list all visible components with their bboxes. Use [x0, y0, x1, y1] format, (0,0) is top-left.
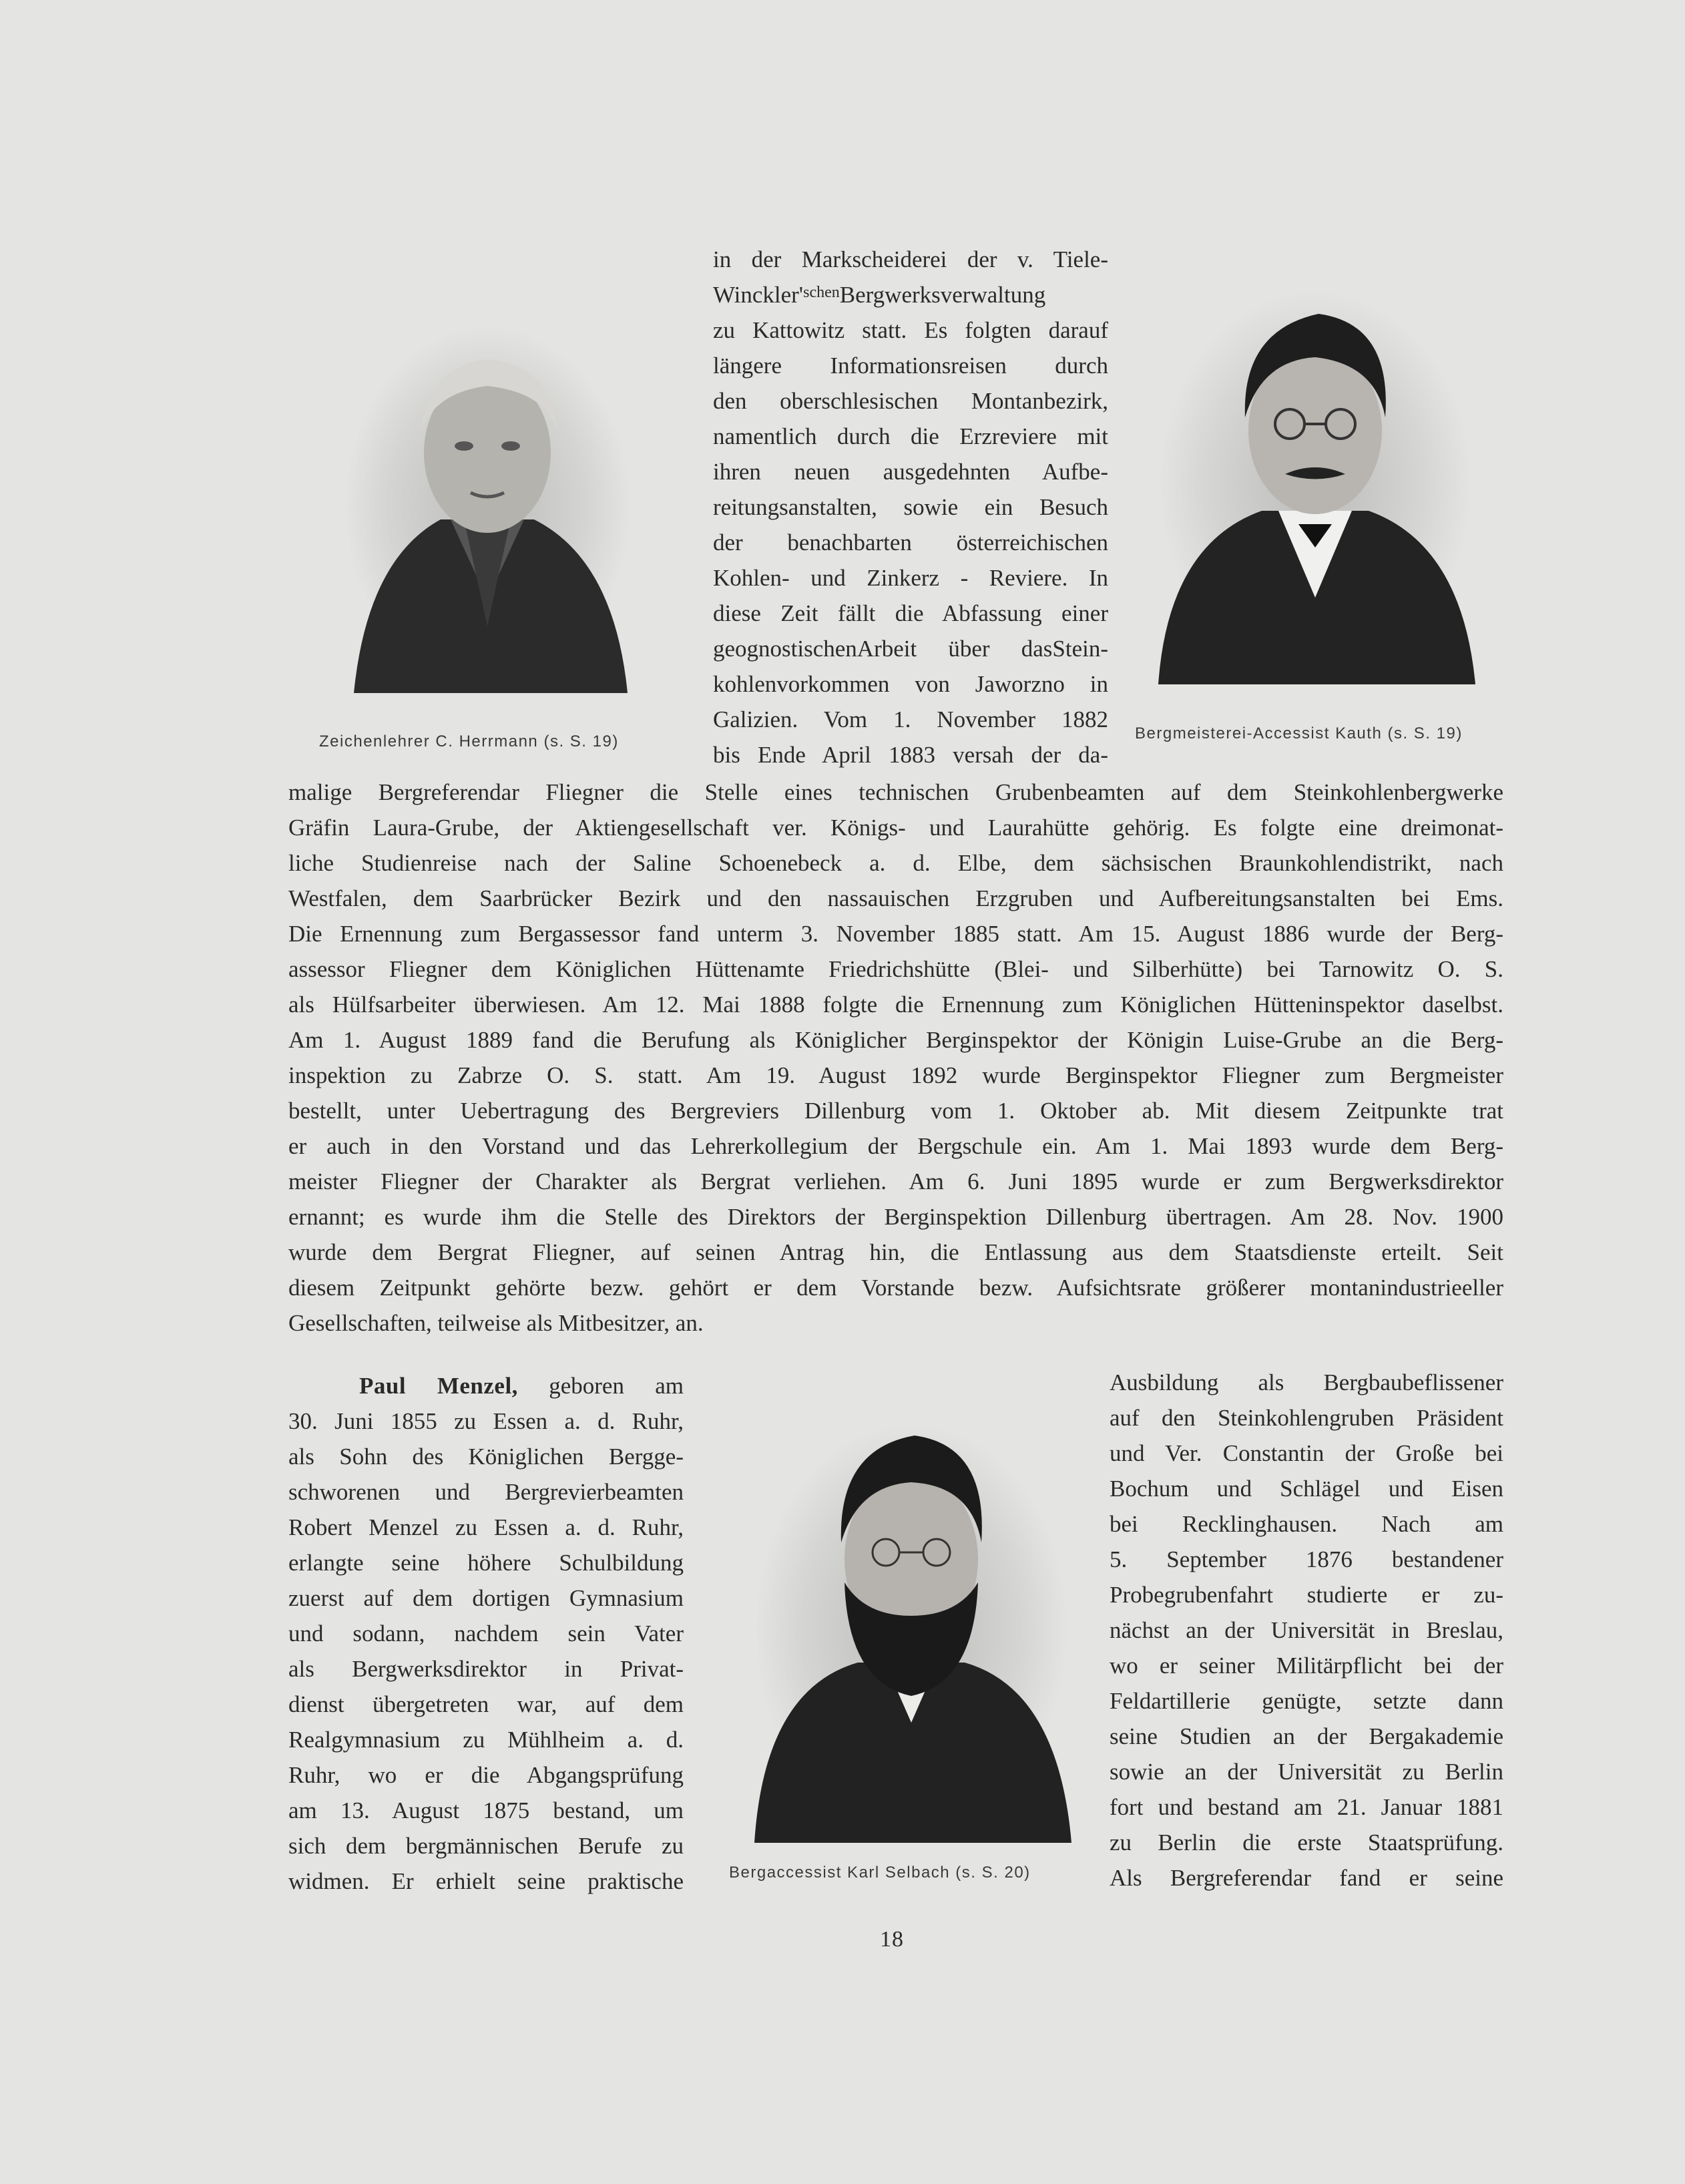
caption-herrmann: Zeichenlehrer C. Herrmann (s. S. 19) [319, 732, 619, 750]
text-line: erlangte seine höhere Schulbildung [288, 1550, 684, 1576]
text-line: als Sohn des Königlichen Bergge- [288, 1444, 684, 1470]
text-line: 5. September 1876 bestandener [1110, 1546, 1503, 1572]
text-line: bestellt, unter Uebertragung des Bergreviers Dillenburg vom 1. Oktober ab. Mit diesem Zeitpunkte trat [288, 1098, 1503, 1124]
text-line: kohlenvorkommen von Jaworzno in [713, 671, 1108, 697]
text-line: zu Berlin die erste Staatsprüfung. [1110, 1829, 1503, 1855]
text-line: widmen. Er erhielt seine praktische [288, 1868, 684, 1894]
text-line: Feldartillerie genügte, setzte dann [1110, 1688, 1503, 1714]
caption-selbach: Bergaccessist Karl Selbach (s. S. 20) [729, 1864, 1031, 1882]
text-line: Bochum und Schlägel und Eisen [1110, 1476, 1503, 1502]
text-line: $Winckler'^{schen}Bergwerksverwaltung$ [713, 282, 1046, 308]
text-line: ihren neuen ausgedehnten Aufbe- [713, 459, 1108, 485]
text-line: meister Fliegner der Charakter als Bergrat verliehen. Am 6. Juni 1895 wurde er zum Bergwerksdirektor [288, 1168, 1503, 1194]
portrait-herrmann [327, 319, 648, 720]
text-line: Westfalen, dem Saarbrücker Bezirk und den nassauischen Erzgruben und Aufbereitungsanstalten bei Ems. [288, 885, 1503, 911]
text-line: am 13. August 1875 bestand, um [288, 1797, 684, 1823]
text-line: inspektion zu Zabrze O. S. statt. Am 19. August 1892 wurde Berginspektor Fliegner zum Bergmeister [288, 1062, 1503, 1088]
text-line: diesem Zeitpunkt gehörte bezw. gehört er dem Vorstande bezw. Aufsichtsrate größerer montanindustrieeller [288, 1275, 1503, 1301]
text-line: schworenen und Bergrevierbeamten [288, 1479, 684, 1505]
text-line: Galizien. Vom 1. November 1882 [713, 706, 1108, 732]
text-line: namentlich durch die Erzreviere mit [713, 423, 1108, 449]
text-line: ernannt; es wurde ihm die Stelle des Direktors der Berginspektion Dillenburg übertragen. Am 28. Nov. 1900 [288, 1204, 1503, 1230]
text-line: Probegrubenfahrt studierte er zu- [1110, 1582, 1503, 1608]
text-line: längere Informationsreisen durch [713, 353, 1108, 379]
text-line: liche Studienreise nach der Saline Schoenebeck a. d. Elbe, dem sächsischen Braunkohlendistrikt, nach [288, 850, 1503, 876]
text-line: reitungsanstalten, sowie ein Besuch [713, 494, 1108, 520]
text-line: Robert Menzel zu Essen a. d. Ruhr, [288, 1514, 684, 1540]
text-line: den oberschlesischen Montanbezirk, [713, 388, 1108, 414]
text-line: Als Bergreferendar fand er seine [1110, 1865, 1503, 1891]
text-line: wo er seiner Militärpflicht bei der [1110, 1653, 1503, 1679]
text-line: und Ver. Constantin der Große bei [1110, 1440, 1503, 1466]
text-line: bei Recklinghausen. Nach am [1110, 1511, 1503, 1537]
portrait-selbach [738, 1415, 1085, 1856]
text-line: der benachbarten österreichischen [713, 529, 1108, 556]
text-line: Ruhr, wo er die Abgangsprüfung [288, 1762, 684, 1788]
text-line: dienst übergetreten war, auf dem [288, 1691, 684, 1717]
portrait-kauth [1142, 284, 1489, 698]
text-line: als Bergwerksdirektor in Privat- [288, 1656, 684, 1682]
page-number: 18 [880, 1927, 904, 1952]
text-line: fort und bestand am 21. Januar 1881 [1110, 1794, 1503, 1820]
text-line: Am 1. August 1889 fand die Berufung als Königlicher Berginspektor der Königin Luise-Grube an die Berg- [288, 1027, 1503, 1053]
text-line: assessor Fliegner dem Königlichen Hüttenamte Friedrichshütte (Blei- und Silberhütte) bei Tarnowitz O. S. [288, 956, 1503, 982]
text-line: er auch in den Vorstand und das Lehrerkollegium der Bergschule ein. Am 1. Mai 1893 wurde dem Berg- [288, 1133, 1503, 1159]
text-line: wurde dem Bergrat Fliegner, auf seinen Antrag hin, die Entlassung aus dem Staatsdienste erteilt. Seit [288, 1239, 1503, 1265]
text-line: sich dem bergmännischen Berufe zu [288, 1833, 684, 1859]
caption-kauth: Bergmeisterei-Accessist Kauth (s. S. 19) [1135, 724, 1463, 742]
text-line: 30. Juni 1855 zu Essen a. d. Ruhr, [288, 1408, 684, 1434]
text-line: Gesellschaften, teilweise als Mitbesitzer, an. [288, 1310, 704, 1336]
text-line: und sodann, nachdem sein Vater [288, 1620, 684, 1647]
text-line: seine Studien an der Bergakademie [1110, 1723, 1503, 1749]
text-line: Die Ernennung zum Bergassessor fand unterm 3. November 1885 statt. Am 15. August 1886 wurde der Berg- [288, 921, 1503, 947]
person-name: Paul Menzel, [359, 1373, 518, 1399]
text-line: in der Markscheiderei der v. Tiele- [713, 246, 1108, 272]
text-line: zuerst auf dem dortigen Gymnasium [288, 1585, 684, 1611]
text-line: nächst an der Universität in Breslau, [1110, 1617, 1503, 1643]
text-line: sowie an der Universität zu Berlin [1110, 1759, 1503, 1785]
text-line: auf den Steinkohlengruben Präsident [1110, 1405, 1503, 1431]
text-line: geognostischenArbeit über dasStein- [713, 636, 1108, 662]
text-line: Realgymnasium zu Mühlheim a. d. [288, 1727, 684, 1753]
text-line: malige Bergreferendar Fliegner die Stelle eines technischen Grubenbeamten auf dem Steinkohlenbergwerke [288, 779, 1503, 805]
text-line: als Hülfsarbeiter überwiesen. Am 12. Mai 1888 folgte die Ernennung zum Königlichen Hütteninspektor daselbst. [288, 992, 1503, 1018]
text-line: Paul Menzel, geboren am [359, 1373, 684, 1399]
text-line: Kohlen- und Zinkerz - Reviere. In [713, 565, 1108, 591]
text-line: Ausbildung als Bergbaubeflissener [1110, 1369, 1503, 1395]
text-line: Gräfin Laura-Grube, der Aktiengesellschaft ver. Königs- und Laurahütte gehörig. Es folgte eine dreimonat- [288, 815, 1503, 841]
text-line: zu Kattowitz statt. Es folgten darauf [713, 317, 1108, 343]
text-line: bis Ende April 1883 versah der da- [713, 742, 1108, 768]
text-line: diese Zeit fällt die Abfassung einer [713, 600, 1108, 626]
